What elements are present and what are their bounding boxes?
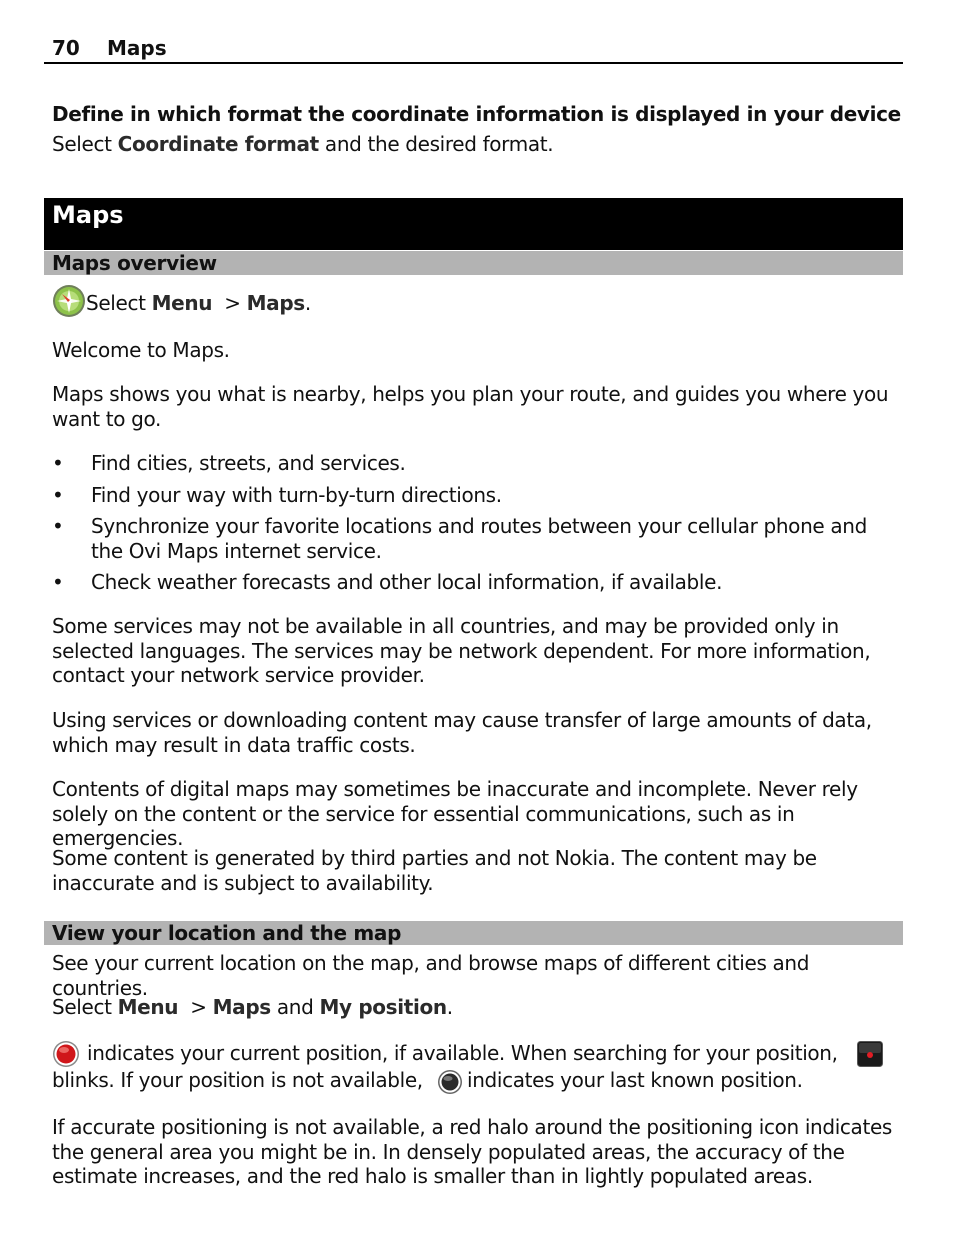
intro-rest: and the desired format.: [324, 132, 554, 156]
bullet-item: Check weather forecasts and other local information, if available.: [91, 570, 723, 594]
location-paragraph-3: If accurate positioning is not available, a red halo around the positioning icon indicates the general area you might be in. In densely populated areas, the accuracy of the estimate increases, and the red halo is smaller than in lightly populated areas.: [52, 1115, 892, 1188]
bullet-marker: •: [52, 570, 64, 594]
overview-arrow: >: [224, 291, 241, 315]
location-period: .: [446, 995, 453, 1019]
page-number: 70: [52, 36, 80, 60]
subsection-title-overview: Maps overview: [52, 251, 217, 275]
subsection-bar-overview: [44, 251, 903, 275]
overview-paragraph-4: Contents of digital maps may sometimes be inaccurate and incomplete. Never rely solely on the content or the service for essential communications, such as in emergencies.: [52, 777, 858, 850]
current-position-icon: [52, 1040, 80, 1068]
overview-select: Select: [86, 291, 146, 315]
bullet-item: Find cities, streets, and services.: [91, 451, 406, 475]
section-title: Maps: [52, 201, 124, 229]
location-menu: Menu: [117, 995, 179, 1019]
intro-heading: Define in which format the coordinate information is displayed in your device: [52, 102, 901, 126]
icon-explanation-line-2b: indicates your last known position.: [467, 1068, 803, 1092]
location-paragraph-1: See your current location on the map, and browse maps of different cities and countries.: [52, 951, 810, 1000]
intro-text: [52, 132, 902, 157]
location-arrow: >: [190, 995, 207, 1019]
maps-app-icon: [52, 284, 86, 318]
location-select: Select: [52, 995, 112, 1019]
overview-period: .: [304, 291, 311, 315]
header-rule: [44, 62, 903, 64]
subsection-title-location: View your location and the map: [52, 921, 402, 945]
welcome-text: Welcome to Maps.: [52, 338, 230, 362]
overview-paragraph-2: Some services may not be available in all countries, and may be provided only in selected languages. The services may be network dependent. For more information, contact your network service provider.: [52, 614, 871, 687]
subsection-bar-location: [44, 921, 903, 945]
section-title-bar: [44, 198, 903, 250]
icon-explanation-line-1: indicates your current position, if available. When searching for your position,: [87, 1041, 838, 1065]
location-maps: Maps: [212, 995, 271, 1019]
location-select-line: [52, 995, 902, 1020]
overview-menu: Menu: [151, 291, 213, 315]
intro-option: Coordinate format: [117, 132, 319, 156]
location-my-position: My position: [319, 995, 447, 1019]
overview-maps: Maps: [246, 291, 305, 315]
bullet-marker: •: [52, 514, 64, 538]
icon-explanation-line-2a: blinks. If your position is not available,: [52, 1068, 423, 1092]
bullet-marker: •: [52, 451, 64, 475]
overview-paragraph-3: Using services or downloading content may cause transfer of large amounts of data, which may result in data traffic costs.: [52, 708, 872, 757]
bullet-item: Synchronize your favorite locations and routes between your cellular phone and the Ovi Maps internet service.: [91, 514, 867, 563]
overview-paragraph-5: Some content is generated by third parties and not Nokia. The content may be inaccurate and is subject to availability.: [52, 846, 817, 895]
running-header-title: Maps: [107, 36, 167, 60]
bullet-marker: •: [52, 483, 64, 507]
overview-paragraph-1: Maps shows you what is nearby, helps you plan your route, and guides you where you want to go.: [52, 382, 889, 431]
overview-select-line: [86, 291, 311, 316]
intro-select: Select: [52, 132, 112, 156]
last-known-position-icon: [437, 1069, 463, 1095]
searching-position-icon: [857, 1041, 883, 1067]
location-and: and: [276, 995, 314, 1019]
bullet-item: Find your way with turn-by-turn directions.: [91, 483, 502, 507]
